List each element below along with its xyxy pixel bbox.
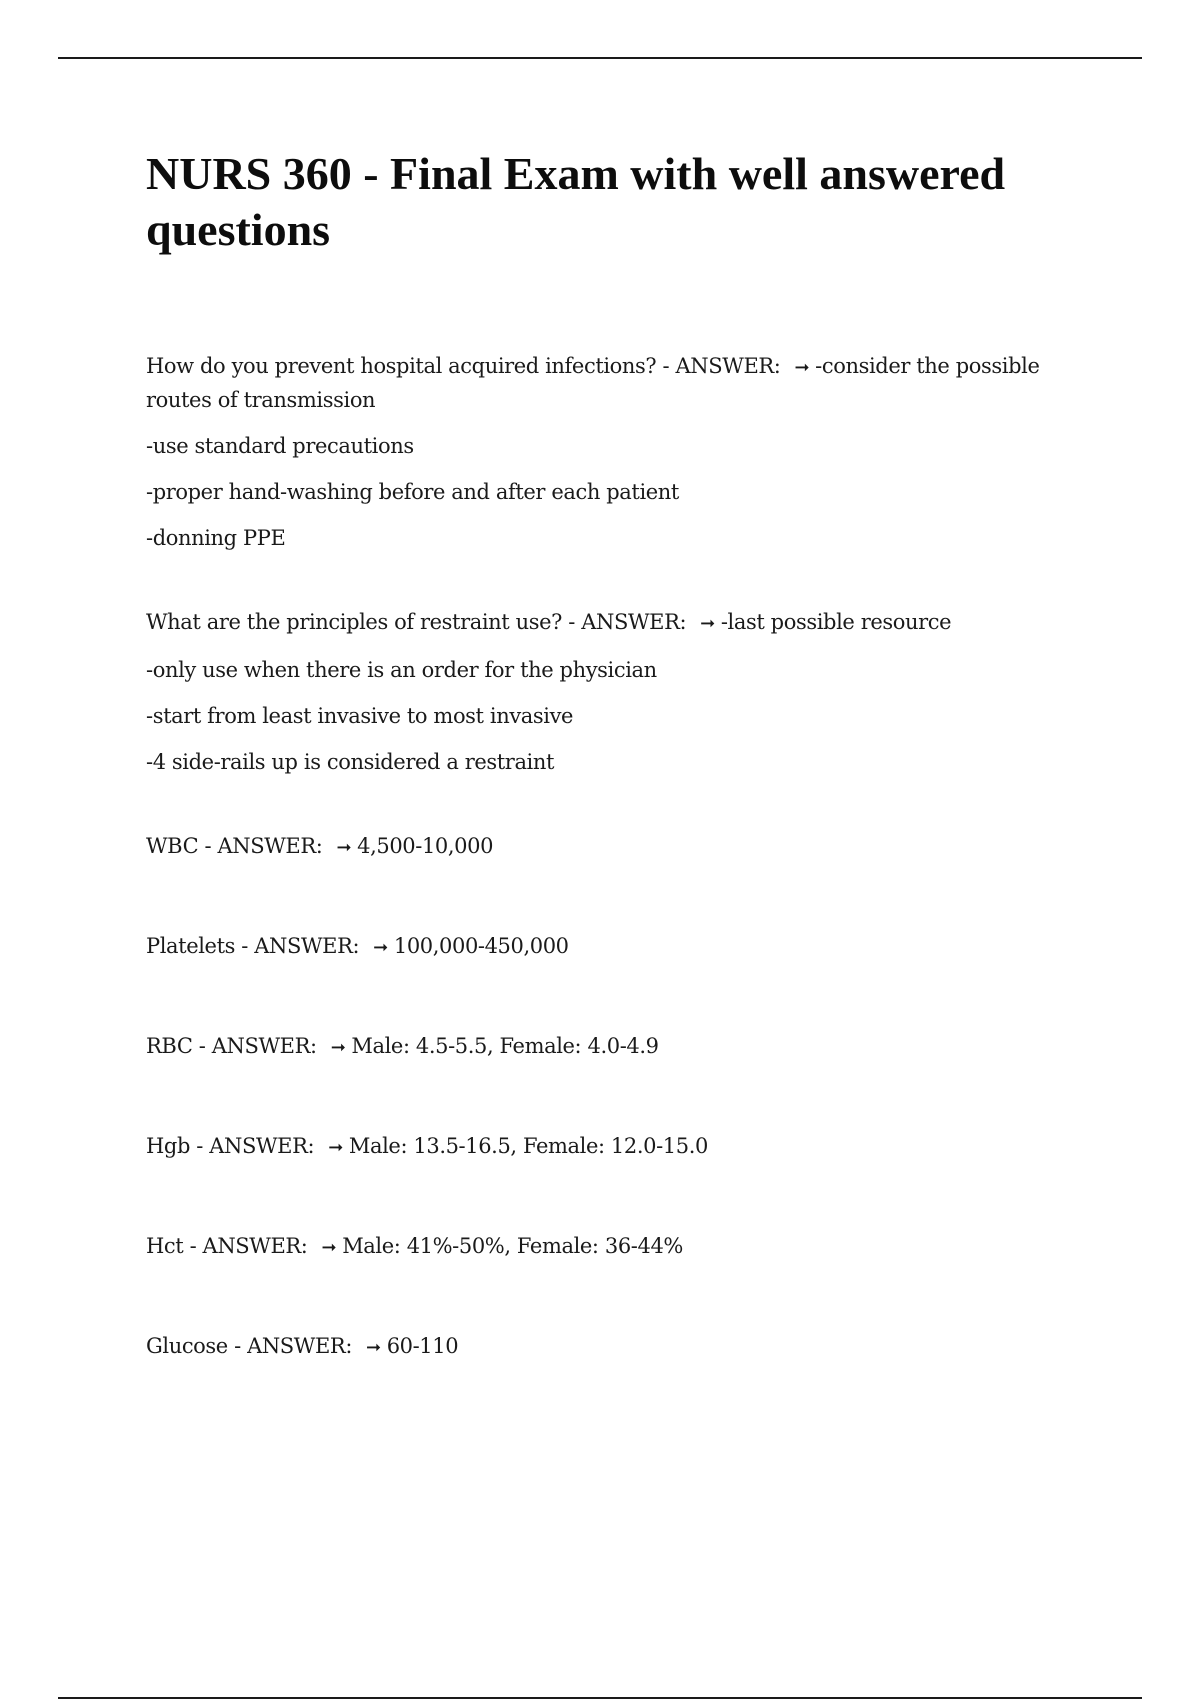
qa-item-platelets — [146, 930, 1076, 964]
qa-item-wbc — [146, 830, 1076, 864]
answer-line: -start from least invasive to most invasive — [146, 704, 574, 728]
qa-question-line — [146, 350, 1076, 416]
qa-question-line — [146, 1230, 1076, 1264]
question-text: Glucose - ANSWER: — [146, 1334, 352, 1358]
answer-arrow-icon: ➞ — [700, 613, 715, 634]
qa-question-line — [146, 606, 1076, 640]
page-title: NURS 360 - Final Exam with well answered questions — [146, 148, 1006, 255]
question-text: WBC - ANSWER: — [146, 834, 323, 858]
qa-question-line — [146, 930, 1076, 964]
answer-text: Male: 4.5-5.5, Female: 4.0-4.9 — [351, 1034, 659, 1058]
qa-item-hgb — [146, 1130, 1076, 1164]
qa-item-rbc — [146, 1030, 1076, 1064]
question-text: RBC - ANSWER: — [146, 1034, 317, 1058]
answer-arrow-icon: ➞ — [336, 837, 352, 858]
answer-arrow-icon: ➞ — [373, 937, 388, 958]
answer-arrow-icon: ➞ — [366, 1337, 381, 1358]
qa-item-hct — [146, 1230, 1076, 1264]
qa-question-line — [146, 830, 1076, 864]
answer-text: Male: 13.5-16.5, Female: 12.0-15.0 — [348, 1134, 708, 1158]
qa-question-line — [146, 1030, 1076, 1064]
answer-arrow-icon: ➞ — [321, 1237, 337, 1258]
top-divider — [58, 57, 1142, 59]
answer-line: -donning PPE — [146, 526, 286, 550]
question-text: What are the principles of restraint use? - ANSWER: — [146, 610, 687, 634]
question-text: Hct - ANSWER: — [146, 1234, 308, 1258]
answer-line: -proper hand-washing before and after each patient — [146, 480, 679, 504]
question-text: How do you prevent hospital acquired infections? - ANSWER: — [146, 354, 781, 378]
question-text: Hgb - ANSWER: — [146, 1134, 315, 1158]
answer-arrow-icon: ➞ — [328, 1137, 343, 1158]
qa-question-line — [146, 1130, 1076, 1164]
answer-arrow-icon: ➞ — [794, 357, 810, 378]
qa-item-hospital-infections — [146, 350, 1076, 554]
answer-text: 4,500-10,000 — [357, 834, 494, 858]
answer-text: -last possible resource — [720, 610, 952, 634]
qa-item-glucose — [146, 1330, 1076, 1364]
answer-line: -only use when there is an order for the physician — [146, 658, 657, 682]
answer-arrow-icon: ➞ — [330, 1037, 346, 1058]
answer-text: -consider the possible routes of transmission — [146, 354, 1040, 412]
answer-line: -use standard precautions — [146, 434, 414, 458]
answer-text: 100,000-450,000 — [393, 934, 569, 958]
qa-item-restraint-use — [146, 606, 1076, 778]
answer-text: 60-110 — [386, 1334, 459, 1358]
answer-text: Male: 41%-50%, Female: 36-44% — [342, 1234, 683, 1258]
answer-line: -4 side-rails up is considered a restraint — [146, 750, 555, 774]
qa-question-line — [146, 1330, 1076, 1364]
bottom-divider — [58, 1697, 1142, 1699]
qa-list — [146, 350, 1076, 1364]
question-text: Platelets - ANSWER: — [146, 934, 360, 958]
